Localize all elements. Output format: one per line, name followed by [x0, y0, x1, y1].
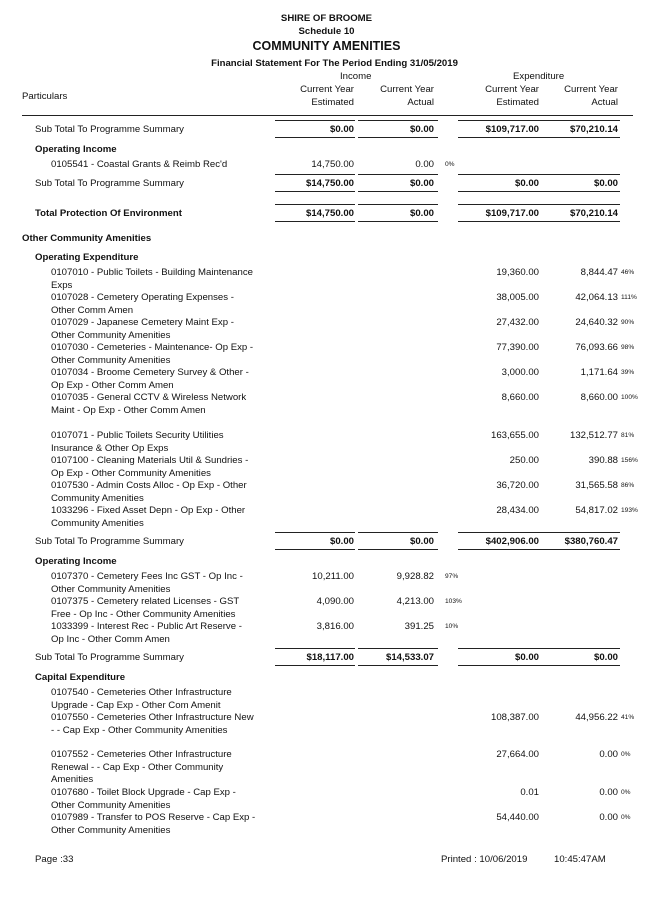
org-name: SHIRE OF BROOME [280, 13, 373, 24]
item-particulars: 0107550 - Cemeteries Other Infrastructure New - - Cap Exp - Other Community Amenities [51, 712, 254, 736]
expenditure-estimated-value: 36,720.00 [496, 480, 539, 491]
printed-date: Printed : 10/06/2019 [441, 854, 528, 865]
item-particulars: 0107029 - Japanese Cemetery Maint Exp - Other Community Amenities [51, 317, 234, 341]
total-rule [275, 174, 355, 175]
expenditure-estimated-total: $109,717.00 [485, 124, 539, 135]
expenditure-percent: 46% [621, 269, 635, 276]
expenditure-actual-value: 1,171.64 [580, 367, 618, 378]
total-rule [458, 665, 540, 666]
income-actual-total: $0.00 [409, 124, 434, 135]
expenditure-percent: 0% [621, 751, 631, 758]
subtotal-label: Sub Total To Programme Summary [35, 652, 184, 663]
item-particulars: 1033399 - Interest Rec - Public Art Reserve - Op Inc - Other Comm Amen [51, 621, 242, 645]
expenditure-actual-value: 24,640.32 [575, 317, 618, 328]
total-rule [275, 549, 355, 550]
total-rule [458, 549, 540, 550]
expenditure-percent: 0% [621, 789, 631, 796]
total-rule [275, 221, 355, 222]
expenditure-estimated-value: 38,005.00 [496, 292, 539, 303]
page-number: Page :33 [35, 854, 74, 865]
income-actual-total: $14,533.07 [385, 652, 434, 663]
expenditure-estimated-value: 27,432.00 [496, 317, 539, 328]
total-rule [358, 532, 438, 533]
item-particulars: 0107680 - Toilet Block Upgrade - Cap Exp - Other Community Amenities [51, 787, 236, 811]
total-label: Total Protection Of Environment [35, 208, 182, 219]
item-particulars: 0107100 - Cleaning Materials Util & Sundries - Op Exp - Other Community Amenities [51, 455, 249, 479]
expenditure-actual-value: 8,844.47 [580, 267, 618, 278]
total-rule [538, 221, 620, 222]
total-rule [538, 665, 620, 666]
expenditure-group-label: Expenditure [513, 71, 565, 82]
income-percent: 97% [445, 573, 459, 580]
expenditure-percent: 86% [621, 482, 635, 489]
expenditure-percent: 156% [621, 457, 638, 464]
total-rule [538, 204, 620, 205]
income-actual-total: $0.00 [409, 208, 434, 219]
expenditure-actual-total: $70,210.14 [569, 208, 618, 219]
expenditure-estimated-value: 163,655.00 [490, 430, 539, 441]
item-particulars: 0105541 - Coastal Grants & Reimb Rec'd [51, 159, 228, 170]
item-particulars: 0107010 - Public Toilets - Building Maintenance Exps [51, 267, 253, 291]
total-rule [538, 191, 620, 192]
section-label: Operating Expenditure [35, 252, 139, 263]
total-rule [458, 191, 540, 192]
expenditure-estimated-total: $109,717.00 [485, 208, 539, 219]
section-label: Operating Income [35, 556, 117, 567]
expenditure-actual-value: 42,064.13 [575, 292, 618, 303]
income-percent: 10% [445, 623, 459, 630]
expenditure-actual-value: 8,660.00 [580, 392, 618, 403]
expenditure-actual-total: $380,760.47 [564, 536, 618, 547]
income-actual-value: 4,213.00 [396, 596, 434, 607]
subtotal-label: Sub Total To Programme Summary [35, 124, 184, 135]
total-rule [275, 120, 355, 121]
expenditure-actual-total: $0.00 [593, 178, 618, 189]
total-rule [458, 174, 540, 175]
header-divider [22, 115, 633, 116]
expenditure-percent: 81% [621, 432, 635, 439]
expenditure-estimated-value: 0.01 [520, 787, 539, 798]
total-rule [358, 665, 438, 666]
income-estimated-total: $18,117.00 [306, 652, 354, 663]
expenditure-estimated-value: 3,000.00 [501, 367, 539, 378]
total-rule [275, 665, 355, 666]
expenditure-estimated-total: $0.00 [514, 652, 539, 663]
schedule-label: Schedule 10 [298, 26, 355, 37]
item-particulars: 0107028 - Cemetery Operating Expenses - Other Comm Amen [51, 292, 234, 316]
item-particulars: 0107530 - Admin Costs Alloc - Op Exp - Other Community Amenities [51, 480, 247, 504]
col-expenditure-estimated-header: Current Year Estimated [485, 84, 539, 108]
item-particulars: 0107375 - Cemetery related Licenses - GST Free - Op Inc - Other Community Amenities [51, 596, 240, 620]
section-label: Operating Income [35, 144, 117, 155]
total-rule [358, 120, 438, 121]
report-title: COMMUNITY AMENITIES [252, 39, 401, 53]
expenditure-estimated-value: 54,440.00 [496, 812, 539, 823]
expenditure-actual-value: 54,817.02 [575, 505, 618, 516]
expenditure-actual-value: 390.88 [588, 455, 618, 466]
total-rule [458, 120, 540, 121]
total-rule [275, 137, 355, 138]
total-rule [538, 549, 620, 550]
expenditure-actual-total: $0.00 [593, 652, 618, 663]
subtotal-label: Sub Total To Programme Summary [35, 536, 184, 547]
expenditure-actual-value: 0.00 [599, 787, 618, 798]
total-rule [358, 204, 438, 205]
expenditure-estimated-value: 250.00 [509, 455, 539, 466]
total-rule [358, 191, 438, 192]
expenditure-actual-total: $70,210.14 [569, 124, 618, 135]
col-expenditure-actual-header: Current Year Actual [564, 84, 618, 108]
item-particulars: 0107989 - Transfer to POS Reserve - Cap Exp - Other Community Amenities [51, 812, 256, 836]
income-estimated-value: 3,816.00 [316, 621, 354, 632]
income-estimated-total: $14,750.00 [305, 208, 354, 219]
expenditure-percent: 41% [621, 714, 635, 721]
expenditure-actual-value: 0.00 [599, 749, 618, 760]
expenditure-percent: 39% [621, 369, 635, 376]
total-rule [275, 191, 355, 192]
income-estimated-total: $0.00 [329, 124, 354, 135]
item-particulars: 0107071 - Public Toilets Security Utilities Insurance & Other Op Exps [51, 430, 224, 454]
item-particulars: 0107552 - Cemeteries Other Infrastructure Renewal - - Cap Exp - Other Community Amenities [51, 749, 232, 785]
income-estimated-value: 14,750.00 [311, 159, 354, 170]
item-particulars: 0107035 - General CCTV & Wireless Network Maint - Op Exp - Other Comm Amen [51, 392, 247, 416]
expenditure-actual-value: 31,565.58 [575, 480, 618, 491]
total-rule [458, 204, 540, 205]
total-rule [538, 648, 620, 649]
total-rule [358, 549, 438, 550]
total-rule [358, 648, 438, 649]
income-group-label: Income [340, 71, 372, 82]
total-rule [358, 221, 438, 222]
section-label: Capital Expenditure [35, 672, 126, 683]
income-actual-total: $0.00 [409, 536, 434, 547]
group-label: Other Community Amenities [22, 233, 152, 244]
total-rule [275, 204, 355, 205]
expenditure-percent: 100% [621, 394, 638, 401]
total-rule [538, 174, 620, 175]
expenditure-estimated-value: 19,360.00 [496, 267, 539, 278]
total-rule [458, 648, 540, 649]
expenditure-estimated-value: 8,660.00 [501, 392, 539, 403]
item-particulars: 0107370 - Cemetery Fees Inc GST - Op Inc - Other Community Amenities [51, 571, 243, 595]
expenditure-estimated-value: 77,390.00 [496, 342, 539, 353]
total-rule [458, 137, 540, 138]
total-rule [458, 532, 540, 533]
expenditure-estimated-total: $0.00 [514, 178, 539, 189]
item-particulars: 0107034 - Broome Cemetery Survey & Other - Op Exp - Other Comm Amen [51, 367, 249, 391]
expenditure-percent: 111% [621, 294, 637, 301]
subtotal-label: Sub Total To Programme Summary [35, 178, 184, 189]
expenditure-estimated-value: 108,387.00 [490, 712, 539, 723]
particulars-header: Particulars [22, 91, 68, 102]
expenditure-actual-value: 44,956.22 [575, 712, 618, 723]
income-estimated-value: 10,211.00 [312, 571, 354, 582]
total-rule [275, 532, 355, 533]
income-estimated-total: $14,750.00 [305, 178, 354, 189]
income-estimated-total: $0.00 [329, 536, 354, 547]
total-rule [538, 137, 620, 138]
expenditure-estimated-total: $402,906.00 [485, 536, 539, 547]
total-rule [538, 120, 620, 121]
total-rule [275, 648, 355, 649]
income-estimated-value: 4,090.00 [316, 596, 354, 607]
income-percent: 0% [445, 161, 455, 168]
income-percent: 103% [445, 598, 462, 605]
col-income-actual-header: Current Year Actual [380, 84, 434, 108]
statement-period: Financial Statement For The Period Ending 31/05/2019 [211, 58, 458, 69]
total-rule [458, 221, 540, 222]
expenditure-actual-value: 0.00 [599, 812, 618, 823]
expenditure-actual-value: 132,512.77 [569, 430, 618, 441]
expenditure-percent: 193% [621, 507, 638, 514]
income-actual-value: 0.00 [415, 159, 434, 170]
income-actual-total: $0.00 [409, 178, 434, 189]
item-particulars: 0107030 - Cemeteries - Maintenance- Op Exp - Other Community Amenities [51, 342, 254, 366]
printed-time: 10:45:47AM [554, 854, 606, 865]
expenditure-estimated-value: 27,664.00 [496, 749, 539, 760]
income-actual-value: 391.25 [404, 621, 434, 632]
total-rule [358, 137, 438, 138]
expenditure-percent: 98% [621, 344, 635, 351]
income-actual-value: 9,928.82 [396, 571, 434, 582]
col-income-estimated-header: Current Year Estimated [300, 84, 354, 108]
item-particulars: 0107540 - Cemeteries Other Infrastructure Upgrade - Cap Exp - Other Com Amenit [51, 687, 232, 711]
expenditure-percent: 90% [621, 319, 635, 326]
total-rule [358, 174, 438, 175]
expenditure-estimated-value: 28,434.00 [496, 505, 539, 516]
item-particulars: 1033296 - Fixed Asset Depn - Op Exp - Other Community Amenities [51, 505, 246, 529]
expenditure-percent: 0% [621, 814, 631, 821]
expenditure-actual-value: 76,093.66 [575, 342, 618, 353]
total-rule [538, 532, 620, 533]
